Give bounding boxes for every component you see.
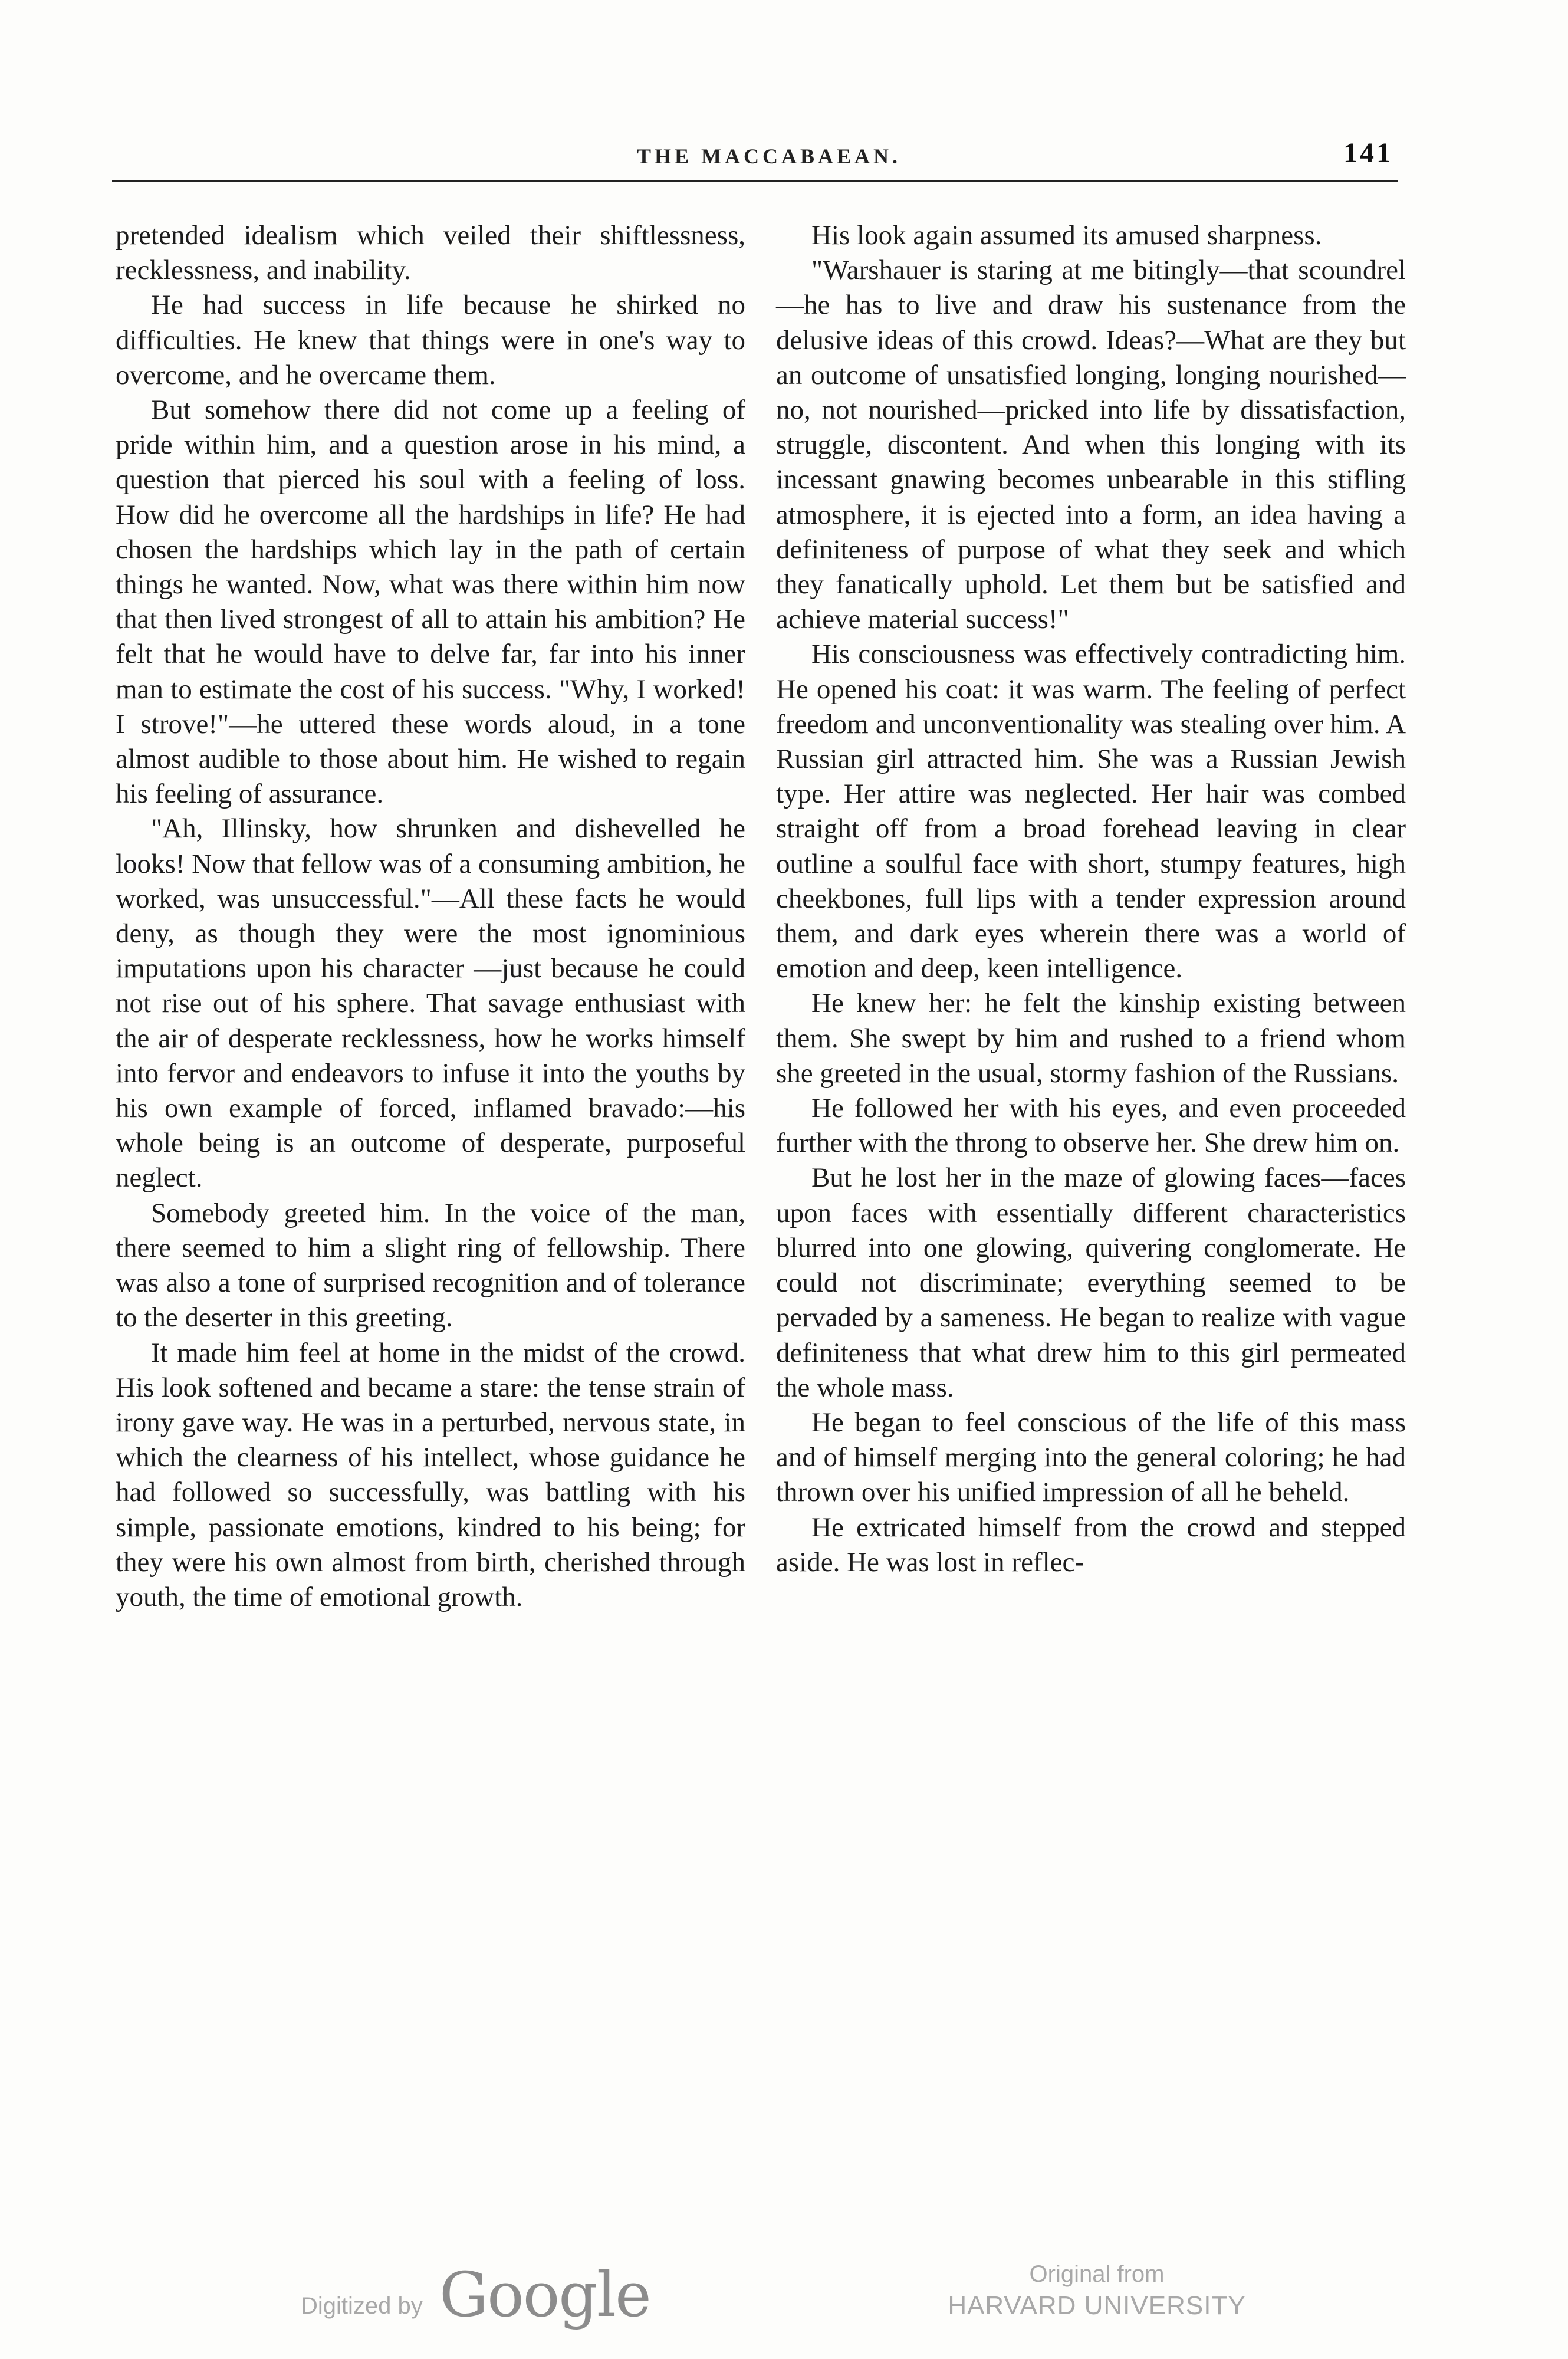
source-library-label: HARVARD UNIVERSITY (948, 2291, 1246, 2320)
page-number: 141 (1343, 137, 1393, 169)
digitized-watermark (301, 2235, 655, 2335)
page-header (112, 133, 1398, 182)
right-column (776, 218, 1406, 1580)
source-attribution (920, 2259, 1274, 2322)
paragraph: He began to feel conscious of the life of this mass and of himself merging into the general coloring; he had thrown over his unified impression of all he beheld. (776, 1407, 1406, 1508)
paragraph: It made him feel at home in the midst of the crowd. His look softened and became a stare: the tense strain of irony gave way. He was in a perturbed, nervous state, in which the clearness of his intellect, whose guidance he had followed so successfully, was battling with his simple, passionate emotions, kindred to his being; for they were his own almost from birth, cherished through youth, the time of emotional growth. (116, 1337, 745, 1612)
paragraph: "Warshauer is staring at me bitingly—that scoundrel—he has to live and draw his sustenance from the delusive ideas of this crowd. Ideas?—What are they but an outcome of unsatisfied longing, longing nourished—no, not nourished—pricked into life by dissatisfaction, struggle, discontent. And when this longing with its incessant gnawing becomes unbearable in this stifling atmosphere, it is ejected into a form, an idea having a definiteness of purpose of what they seek and which they fanatically uphold. Let them but be satisfied and achieve material success!" (776, 255, 1406, 635)
paragraph: Somebody greeted him. In the voice of the man, there seemed to him a slight ring of fellowship. There was also a tone of surprised recognition and of tolerance to the deserter in this greeting. (116, 1197, 745, 1333)
original-from-label: Original from (1029, 2261, 1165, 2287)
paragraph: "Ah, Illinsky, how shrunken and dishevelled he looks! Now that fellow was of a consuming ambition, he worked, was unsuccessful."—All these facts he would deny, as though they were the most ignominious imputations upon his character —just because he could not rise out of his sphere. That savage enthusiast with the air of desperate recklessness, how he works himself into fervor and endeavors to infuse it into the youths by his own example of forced, inflamed bravado:—his whole being is an outcome of desperate, purposeful neglect. (116, 813, 745, 1194)
paragraph: But he lost her in the maze of glowing faces—faces upon faces with essentially different characteristics blurred into one glowing, quivering conglomerate. He could not discriminate; everything seemed to be pervaded by a sameness. He began to realize with vague definiteness that what drew him to this girl permeated the whole mass. (776, 1162, 1406, 1403)
digitized-by-label: Digitized by (301, 2293, 423, 2319)
paragraph: His consciousness was effectively contradicting him. He opened his coat: it was warm. The feeling of perfect freedom and unconventionality was stealing over him. A Russian girl attracted him. She was a Russian Jewish type. Her attire was neglected. Her hair was combed straight off from a broad forehead leaving in clear outline a soulful face with short, stumpy features, high cheekbones, full lips with a tender expression around them, and dark eyes wherein there was a world of emotion and deep, keen intelligence. (776, 639, 1406, 984)
paragraph: He extricated himself from the crowd and stepped aside. He was lost in reflec- (776, 1512, 1406, 1578)
paragraph: His look again assumed its amused sharpness. (811, 220, 1322, 251)
paragraph: He followed her with his eyes, and even proceeded further with the throng to observe her. She drew him on. (776, 1093, 1406, 1159)
running-head: THE MACCABAEAN. (637, 144, 902, 168)
left-column (116, 218, 745, 1615)
google-logo: Google (439, 2259, 650, 2331)
paragraph: He had success in life because he shirked no difficulties. He knew that things were in one's way to overcome, and he overcame them. (116, 290, 745, 390)
paragraph: pretended idealism which veiled their shiftlessness, recklessness, and inability. (116, 220, 745, 286)
paragraph: But somehow there did not come up a feeling of pride within him, and a question arose in his mind, a question that pierced his soul with a feeling of loss. How did he overcome all the hardships in life? He had chosen the hardships which lay in the path of certain things he wanted. Now, what was there within him now that then lived strongest of all to attain his ambition? He felt that he would have to delve far, far into his inner man to estimate the cost of his success. "Why, I worked! I strove!"—he uttered these words aloud, in a tone almost audible to those about him. He wished to regain his feeling of assurance. (116, 395, 745, 810)
paragraph: He knew her: he felt the kinship existing between them. She swept by him and rushed to a friend whom she greeted in the usual, stormy fashion of the Russians. (776, 988, 1406, 1089)
